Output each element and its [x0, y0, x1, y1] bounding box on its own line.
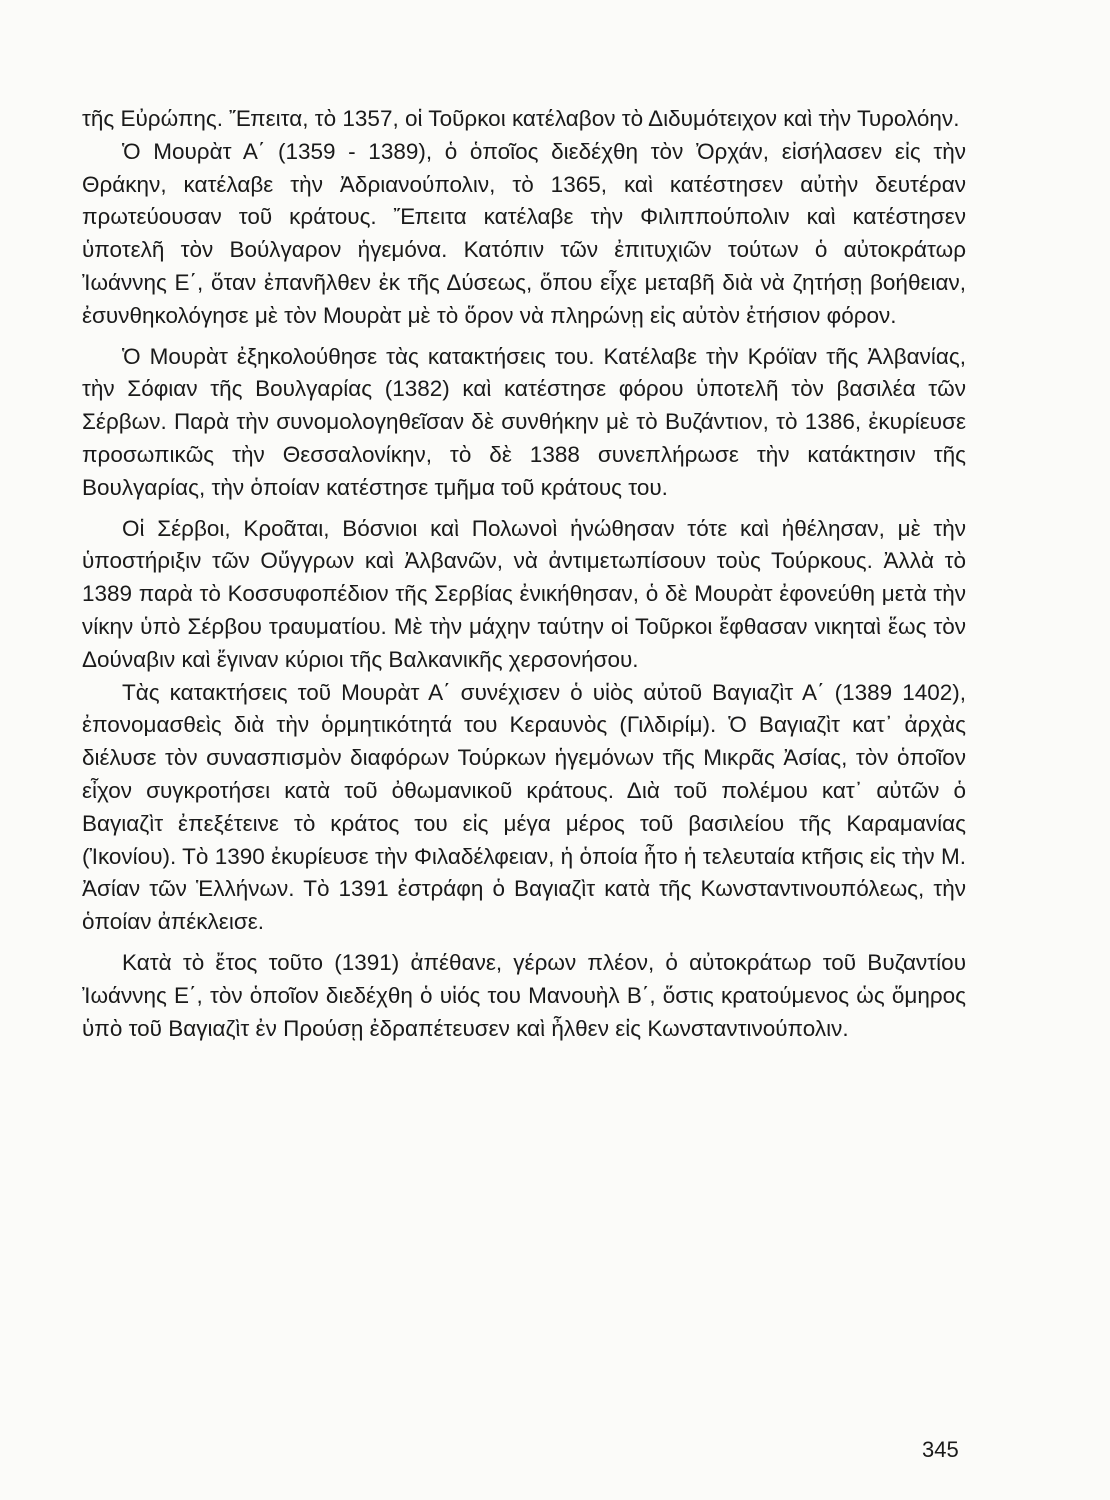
paragraph-3: Ὁ Μουρὰτ ἐξηκολούθησε τὰς κατακτήσεις του. Κατέλαβε τὴν Κρόϊαν τῆς Ἀλβανίας, τὴν Σόφιαν τῆς Βουλγαρίας (1382) καὶ κατέστησε φόρου ὑποτελῆ τὸν βασιλέα τῶν Σέρβων. Παρὰ τὴν συνομολογηθεῖσαν δὲ συνθήκην μὲ τὸ Βυζάντιον, τὸ 1386, ἐκυρίευσε προσωπικῶς τὴν Θεσσαλονίκην, τὸ δὲ 1388 συνεπλήρωσε τὴν κατάκτησιν τῆς Βουλγαρίας, τὴν ὁποίαν κατέστησε τμῆμα τοῦ κράτους του.	[82, 343, 966, 500]
body-text	[82, 103, 966, 1045]
paragraph-2: Ὁ Μουρὰτ Α΄ (1359 - 1389), ὁ ὁποῖος διεδέχθη τὸν Ὀρχάν, εἰσήλασεν εἰς τὴν Θράκην, κατέλαβε τὴν Ἀδριανούπολιν, τὸ 1365, καὶ κατέστησεν αὐτὴν δευτέραν πρωτεύουσαν τοῦ κράτους. Ἔπειτα κατέλαβε τὴν Φιλιππούπολιν καὶ κατέστησεν ὑποτελῆ τὸν Βούλγαρον ἡγεμόνα. Κατόπιν τῶν ἐπιτυχιῶν τούτων ὁ αὐτοκράτωρ Ἰωάννης Ε΄, ὅταν ἐπανῆλθεν ἐκ τῆς Δύσεως, ὅπου εἶχε μεταβῆ διὰ νὰ ζητήσῃ βοήθειαν, ἐσυνθηκολόγησε μὲ τὸν Μουρὰτ μὲ τὸ ὅρον νὰ πληρώνῃ εἰς αὐτὸν ἐτήσιον φόρον.	[82, 138, 966, 328]
page-number: 345	[922, 1437, 959, 1462]
paragraph-1: τῆς Εὐρώπης. Ἔπειτα, τὸ 1357, οἱ Τοῦρκοι κατέλαβον τὸ Διδυμότειχον καὶ τὴν Τυρολόην.	[82, 106, 960, 131]
paragraph-4: Οἱ Σέρβοι, Κροᾶται, Βόσνιοι καὶ Πολωνοὶ ἡνώθησαν τότε καὶ ἠθέλησαν, μὲ τὴν ὑποστήριξιν τῶν Οὔγγρων καὶ Ἀλβανῶν, νὰ ἀντιμετωπίσουν τοὺς Τούρκους. Ἀλλὰ τὸ 1389 παρὰ τὸ Κοσσυφοπέδιον τῆς Σερβίας ἐνικήθησαν, ὁ δὲ Μουρὰτ ἐφονεύθη μετὰ τὴν νίκην ὑπὸ Σέρβου τραυματίου. Μὲ τὴν μάχην ταύτην οἱ Τοῦρκοι ἔφθασαν νικηταὶ ἕως τὸν Δούναβιν καὶ ἔγιναν κύριοι τῆς Βαλκανικῆς χερσονήσου.	[82, 515, 966, 672]
paragraph-6: Κατὰ τὸ ἔτος τοῦτο (1391) ἀπέθανε, γέρων πλέον, ὁ αὐτοκράτωρ τοῦ Βυζαντίου Ἰωάννης Ε΄, τὸν ὁποῖον διεδέχθη ὁ υἱός του Μανουὴλ Β΄, ὅστις κρατούμενος ὡς ὅμηρος ὑπὸ τοῦ Βαγιαζὶτ ἐν Προύσῃ ἐδραπέτευσεν καὶ ἦλθεν εἰς Κωνσταντινούπολιν.	[82, 949, 966, 1041]
paragraph-5: Τὰς κατακτήσεις τοῦ Μουρὰτ Α΄ συνέχισεν ὁ υἱὸς αὐτοῦ Βαγιαζὶτ Α΄ (1389 1402), ἐπονομασθεὶς διὰ τὴν ὁρμητικότητά του Κεραυνὸς (Γιλδιρίμ). Ὁ Βαγιαζὶτ κατ᾽ ἀρχὰς διέλυσε τὸν συνασπισμὸν διαφόρων Τούρκων ἡγεμόνων τῆς Μικρᾶς Ἀσίας, τὸν ὁποῖον εἶχον συγκροτήσει κατὰ τοῦ ὀθωμανικοῦ κράτους. Διὰ τοῦ πολέμου κατ᾽ αὐτῶν ὁ Βαγιαζὶτ ἐπεξέτεινε τὸ κράτος του εἰς μέγα μέρος τοῦ βασιλείου τῆς Καραμανίας (Ἰκονίου). Τὸ 1390 ἐκυρίευσε τὴν Φιλαδέλφειαν, ἡ ὁποία ἦτο ἡ τελευταία κτῆσις εἰς τὴν Μ. Ἀσίαν τῶν Ἑλλήνων. Τὸ 1391 ἐστράφη ὁ Βαγιαζὶτ κατὰ τῆς Κωνσταντινουπόλεως, τὴν ὁποίαν ἀπέκλεισε.	[82, 679, 966, 935]
